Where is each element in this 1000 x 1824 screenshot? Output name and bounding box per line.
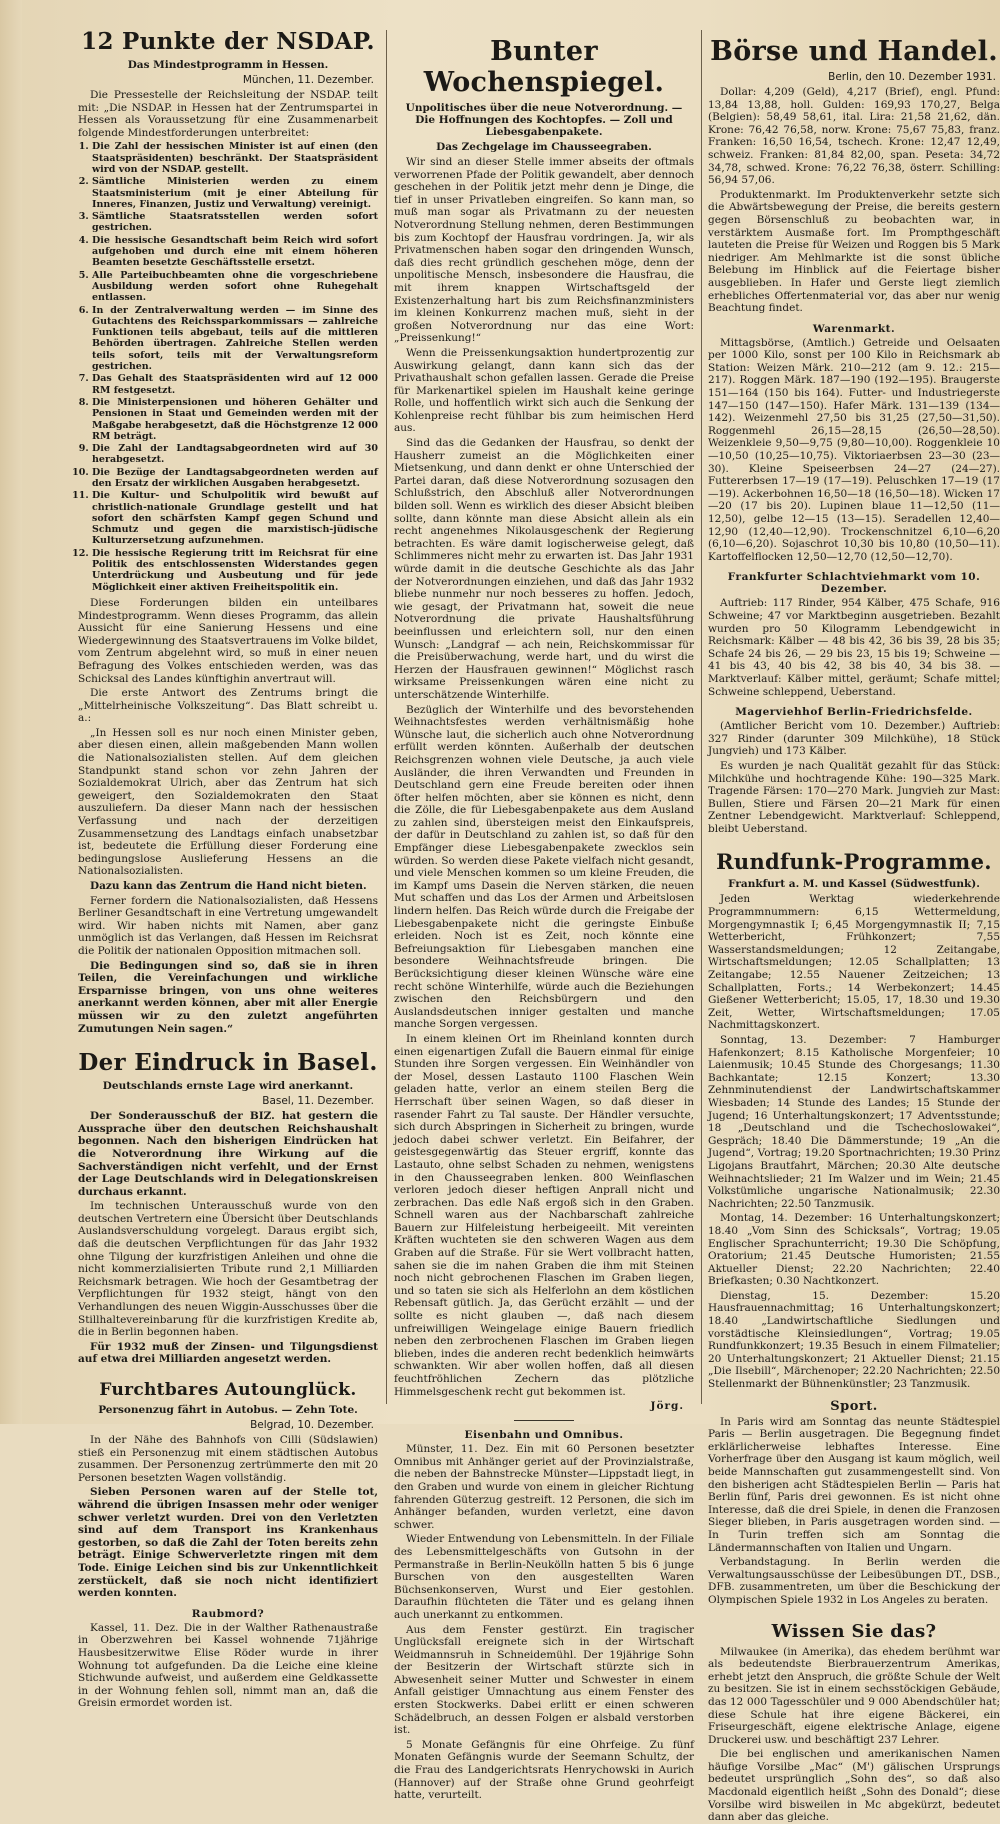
column-markets xyxy=(708,14,1000,1824)
paragraph: Die erste Antwort des Zentrums bringt die „Mittelrheinische Volkszeitung“. Das Blatt schreibt u. a.: xyxy=(78,687,378,725)
article-title: Bunter Wochenspiegel. xyxy=(423,36,665,98)
points-list xyxy=(78,141,378,593)
article-subtitle: Deutschlands ernste Lage wird anerkannt. xyxy=(102,1080,354,1093)
article-title: Börse und Handel. xyxy=(710,36,998,67)
paragraph: Mittagsbörse, (Amtlich.) Getreide und Oelsaaten per 1000 Kilo, sonst per 100 Kilo in Reichsmark ab Station: Weizen Märk. 210—212 (am 9. 12.: 215—217). Roggen Märk. 187—190 (192—195). Braugerste 151—164 (150 bis 164). Futter- und Industriegerste 147—150 (147—150). Hafer Märk. 131—139 (134—142). Weizenmehl 27,50 bis 31,25 (27,50—31,50). Roggenmehl 26,15—28,15 (26,50—28,50). Weizenkleie 9,50—9,75 (9,80—10,00). Roggenkleie 10—10,50 (10,25—10,75). Viktoriaerbsen 23—30 (23—30). Kleine Speiseerbsen 24—27 (24—27). Futtererbsen 17—19 (17—19). Peluschken 17—19 (17—19). Ackerbohnen 16,50—18 (16,50—18). Wicken 17—20 (17 bis 20). Lupinen blaue 11—12,50 (11—12,50), gelbe 12—15 (13—15). Seradellen 12,40—12,90 (12,40—12,90). Trockenschnitzel 6,10—6,20 (6,10—6,20). Sojaschrot 10,30 bis 10,80 (10,50—11). Kartoffelflocken 12,50—12,70 (12,50—12,70). xyxy=(708,336,1000,563)
dateline: München, 11. Dezember. xyxy=(242,74,374,86)
column-rule xyxy=(386,30,387,1404)
list-item: 3. Sämtliche Staatsratsstellen werden sofort gestrichen. xyxy=(92,211,378,234)
paragraph: Ferner fordern die Nationalsozialisten, daß Hessens Berliner Gesandtschaft in eine Vertretung umgewandelt wird. Wir haben nichts mit Namen, aber ganz unmöglich ist das Verlangen, daß Hessen im Reichsrat die Politik der nationalen Opposition mitmachen soll. xyxy=(78,894,378,957)
paragraph: (Amtlicher Bericht vom 10. Dezember.) Auftrieb: 327 Rinder (darunter 309 Milchkühe), 18 Stück Jungvieh) und 173 Kälber. xyxy=(708,720,1000,758)
paragraph: Produktenmarkt. Im Produktenverkehr setzte sich die Abwärtsbewegung der Preise, die bereits gestern gegen Börsenschluß zu beobachten war, in verstärktem Ausmaße fort. Im Prompthgeschäft lauteten die Preise für Weizen und Roggen bis 5 Mark niedriger. Am Mehlmarkte ist die sonst übliche Belebung im Hinblick auf die Feiertage bisher ausgeblieben. In Hafer und Gerste liegt ziemlich erhebliches Offertenmaterial vor, das aber nur wenig Beachtung findet. xyxy=(708,188,1000,315)
article-title: Furchtbares Autounglück. xyxy=(99,1380,357,1401)
paragraph: Sonntag, 13. Dezember: 7 Hamburger Hafenkonzert; 8.15 Katholische Morgenfeier; 10 Laienmusik; 10.45 Stunde des Chorgesangs; 11.30 Bachkantate; 12.15 Konzert; 13.30 Zehnminutendienst der Landwirtschaftskammer Wiesbaden; 14 Stunde des Landes; 15 Stunde der Jugend; 16 Unterhaltungskonzert; 17 Adventsstunde; 18 „Deutschland und die Tschechoslowakei“, Gespräch; 18.40 Die Dämmerstunde; 19 „An die Jugend“, Vortrag; 19.20 Sportnachrichten; 19.30 Prinz Ligojans Brautfahrt, Märchen; 20.30 Alte deutsche Weihnachtslieder; 21 Im Walzer und im Wein; 21.45 Volkstümliche ungarische Nationalmusik; 22.30 Nachrichten; 22.50 Tanzmusik. xyxy=(708,1034,1000,1210)
paragraph: Dollar: 4,209 (Geld), 4,217 (Brief), engl. Pfund: 13,84 13,88, holl. Gulden: 169,93 170,27, Belga (Belgien): 58,49 58,61, ital. Lira: 21,58 21,62, dän. Krone: 76,42 76,58, norw. Krone: 75,67 75,83, franz. Franken: 16,50 16,54, tschech. Krone: 12,47 12,49, schweiz. Franken: 81,84 82,00, span. Peseta: 34,72 34,78, schwed. Krone: 76,22 76,38, österr. Schilling: 56,94 57,06. xyxy=(708,86,1000,187)
paragraph: „In Hessen soll es nur noch einen Minister geben, aber diesen einen, allein maßgebenden Mann wollen die Nationalsozialisten stellen. Auf dem gleichen Standpunkt stand schon vor zehn Jahren der Sozialdemokrat Ulrich, aber das Zentrum hat sich geweigert, den Sozialdemokraten den Staat auszuliefern. Da dieser Mann nach der hessischen Verfassung und nach der derzeitigen Zusammensetzung des Landtags einfach unabsetzbar ist, bedeutete die Erfüllung dieser Forderung eine bedingungslose Auslieferung Hessens an die Nationalsozialisten. xyxy=(78,726,378,878)
article-title: Wissen Sie das? xyxy=(771,1620,937,1642)
paragraph: Verbandstagung. In Berlin werden die Verwaltungsausschüsse der Leibesübungen DT., DSB., DFB. zusammentreten, um über die Beschickung der Olympischen Spiele 1932 in Los Angeles zu beraten. xyxy=(708,1556,1000,1606)
article-subtitle: Das Mindestprogramm in Hessen. xyxy=(127,59,329,71)
paragraph: In Paris wird am Sonntag das neunte Städtespiel Paris — Berlin ausgetragen. Die Begegnung findet erklärlicherweise lebhaftes Interesse. Eine Vorherfrage über den Ausgang ist kaum möglich, weil beide Mannschaften gut zusammengestellt sind. Von den bisherigen acht Städtespielen Berlin — Paris hat Berlin fünf, Paris drei gewonnen. Es ist nicht ohne Interesse, daß die drei Spiele, in denen die Franzosen Sieger blieben, in Paris ausgetragen worden sind. — In Turin treffen sich am Sonntag die Ländermannschaften von Italien und Ungarn. xyxy=(708,1415,1000,1554)
page-fold-shadow xyxy=(0,0,22,1424)
paragraph: Dienstag, 15. Dezember: 15.20 Hausfrauennachmittag; 16 Unterhaltungskonzert; 18.40 „Landwirtschaftliche Siedlungen und vorstädtische Kleinsiedlungen“, Vortrag; 19.05 Rundfunkkonzert; 19.35 Besuch in einem Filmatelier; 20 Unterhaltungskonzert; 21 Aktueller Dienst; 21.15 „Die Ilsebill“, Märchenoper; 22.20 Nachrichten; 22.50 Stellenmarkt der Bühnenkünstler; 23 Tanzmusik. xyxy=(708,1289,1000,1391)
divider xyxy=(514,1420,574,1421)
paragraph: Montag, 14. Dezember: 16 Unterhaltungskonzert; 18.40 „Vom Sinn des Schicksals“, Vortrag; 19.05 Englischer Sprachunterricht; 19.30 Die Schöpfung, Oratorium; 21.45 Deutsche Humoristen; 21.55 Aktueller Dienst; 22.20 Nachrichten; 22.40 Briefkasten; 0.30 Nachtkonzert. xyxy=(708,1212,1000,1288)
article-subtitle: Das Zechgelage im Chausseegraben. xyxy=(436,141,652,153)
paragraph: Wieder Entwendung von Lebensmitteln. In der Filiale des Lebensmittelgeschäfts von Gutsohn in der Permanstraße in Berlin-Neukölln hatten 5 bis 6 junge Burschen von den ausgestellten Waren Büchsenkonserven, Wurst und Eier gestohlen. Daraufhin flüchteten die Täter und es gelang ihnen auch unerkannt zu entkommen. xyxy=(394,1533,694,1621)
paragraph: Es wurden je nach Qualität gezahlt für das Stück: Milchkühe und hochtragende Kühe: 190—325 Mark. Tragende Färsen: 170—270 Mark. Jungvieh zur Mast: Bullen, Stiere und Färsen 20—21 Mark für einen Zentner Lebendgewicht. Marktverlauf: Schleppend, bleibt Ueberstand. xyxy=(708,759,1000,835)
paragraph: Im technischen Unterausschuß wurde von den deutschen Vertretern eine Übersicht über Deutschlands Auslandsverschuldung vorgelegt. Daraus ergibt sich, daß die deutschen Verpflichtungen für das Jahr 1932 ohne Tilgung der kurzfristigen Anleihen und ohne die nicht kommerzialisierten Tribute rund 2,1 Milliarden Reichsmark betragen. Wie hoch der Gesamtbetrag der Verpflichtungen für 1932 steigt, hängt von den Verhandlungen des neuen Wiggin-Ausschusses über die Stillhaltevereinbarung für die kurzfristigen Kredite ab, die in Berlin begonnen haben. xyxy=(78,1200,378,1339)
paragraph: Sind das die Gedanken der Hausfrau, so denkt der Hausherr zumeist an die Möglichkeiten einer Mietsenkung, und dann denkt er ohne Unterschied der Partei daran, daß diese Notverordnung sozusagen den Schlußstrich, den Abschluß aller Notverordnungen bilden soll. Wenn es wirklich des dieser Absicht bleiben sollte, dann könnte man diese Absicht allein als ein recht angenehmes Nikolausgeschenk der Regierung betrachten. Es wäre damit logischerweise gelegt, daß Schlimmeres nicht mehr zu erwarten ist. Das Jahr 1931 würde damit in die deutsche Geschichte als das Jahr der Notverordnungen einziehen, und daß das Jahr 1932 bliebe nunmehr nur noch besseres zu hoffen. Jedoch, wie gesagt, der Privatmann hat, soweit die neue Notverordnung die private Haushaltsführung beeinflussen und erleichtern soll, nur den einen Wunsch: „Landgraf — ach nein, Reichskommissar für die Preisüberwachung, werde hart, und du wirst die Herzen der Hausfrauen gewinnen!“ Möglichst rasch wirksame Preissenkungen wären eine nicht zu unterschätzende Winterhilfe. xyxy=(394,437,694,701)
paragraph: In der Nähe des Bahnhofs von Cilli (Südslawien) stieß ein Personenzug mit einem städtischen Autobus zusammen. Der Personenzug zertrümmerte den mit 20 Personen besetzten Wagen vollständig. xyxy=(78,1434,378,1484)
list-item: 11. Die Kultur- und Schulpolitik wird bewußt auf christlich-nationale Grundlage gestellt und hat sofort den schärfsten Kampf gegen Schund und Schmutz und gegen die marxistisch-jüdische Kulturzersetzung aufzunehmen. xyxy=(92,490,378,546)
list-item: 6. In der Zentralverwaltung werden — im Sinne des Gutachtens des Reichssparkommissars — zahlreiche Funktionen teils abgebaut, teils auf die mittleren Behörden übertragen. Zahlreiche Stellen werden teils sofort, teils mit der Verwaltungsreform gestrichen. xyxy=(92,305,378,373)
article-title: Eisenbahn und Omnibus. xyxy=(464,1429,624,1442)
paragraph: Wenn die Preissenkungsaktion hundertprozentig zur Auswirkung gelangt, dann kann sich das der Privathaushalt schon gefallen lassen. Gerade die Preise für Markenartikel spielen im Haushalt keine geringe Rolle, und hoffentlich wirkt sich auch die Senkung der Kohlenpreise recht fühlbar bis zum heimischen Herd aus. xyxy=(394,346,694,435)
section-heading: Magerviehhof Berlin-Friedrichsfelde. xyxy=(735,706,973,719)
paragraph: Die Pressestelle der Reichsleitung der NSDAP. teilt mit: „Die NSDAP. in Hessen hat der Zentrumspartei in Hessen als Voraussetzung für eine Zusammenarbeit folgende Mindestforderungen unterbreitet: xyxy=(78,89,378,139)
article-title: Rundfunk-Programme. xyxy=(716,849,992,875)
paragraph: Diese Forderungen bilden ein unteilbares Mindestprogramm. Wenn dieses Programm, das allein Aussicht für eine Sanierung Hessens und eine Wiedergewinnung des Staatsvertrauens im Volke bildet, vom Zentrum abgelehnt wird, so muß in einer neuen Befragung des Volkes entschieden werden, was das Schicksal des Landes künftighin anvertraut will. xyxy=(78,596,378,685)
list-item: 9. Die Zahl der Landtagsabgeordneten wird auf 30 herabgesetzt. xyxy=(92,443,378,466)
paragraph: Jeden Werktag wiederkehrende Programmnummern: 6,15 Wettermeldung, Morgengymnastik I; 6,45 Morgengymnastik II; 7,15 Wetterbericht, Frühkonzert; 7,55 Wasserstandsmeldungen; 12 Zeitangabe, Wirtschaftsmeldungen; 12.05 Schallplatten; 13 Zeitangabe; 12.55 Nauener Zeitzeichen; 13 Schallplatten, Forts.; 14 Werbekonzert; 14.45 Gießener Wetterbericht; 15.05, 17, 18.30 und 19.30 Zeit, Wetter, Wirtschaftsmeldungen; 17.05 Nachmittagskonzert. xyxy=(708,893,1000,1032)
paragraph: Die bei englischen und amerikanischen Namen häufige Vorsilbe „Mac“ (M') gälischen Ursprungs bedeutet ursprünglich „Sohn des“, so daß also Macdonald eigentlich heißt „Sohn des Donald“; diese Vorsilbe wird bisweilen in Mc abgekürzt, bedeutet dann aber das gleiche. xyxy=(708,1748,1000,1824)
article-subtitle: Frankfurt a. M. und Kassel (Südwestfunk). xyxy=(728,878,980,891)
list-item: 12. Die hessische Regierung tritt im Reichsrat für eine Politik des entschlossensten Widerstandes gegen Unterdrückung und Ausbeutung und für jede Möglichkeit einer aktiven Freiheitspolitik ein. xyxy=(92,548,378,593)
list-item: 1. Die Zahl der hessischen Minister ist auf einen (den Staatspräsidenten) beschränkt. Der Staatspräsident wird von der NSDAP. gestellt. xyxy=(92,141,378,175)
author-signature: Jörg. xyxy=(650,1400,684,1413)
paragraph: 5 Monate Gefängnis für eine Ohrfeige. Zu fünf Monaten Gefängnis wurde der Seemann Schultz, der die Frau des Landgerichtsrats Henrychowski in Aurich (Hannover) auf der Straße ohne Grund geohrfeigt hatte, verurteilt. xyxy=(394,1738,694,1802)
section-heading: Warenmarkt. xyxy=(812,322,896,335)
dateline: Berlin, den 10. Dezember 1931. xyxy=(828,71,996,83)
list-item: 10. Die Bezüge der Landtagsabgeordneten werden auf den Ersatz der wirklichen Ausgaben herabgesetzt. xyxy=(92,467,378,490)
column-politics xyxy=(78,14,378,1710)
paragraph: Milwaukee (in Amerika), das ehedem berühmt war als bedeutendste Bierbrauerzentrum Amerikas, erhebt jetzt den Anspruch, die größte Schule der Welt zu besitzen. Sie ist in einem sechsstöckigen Gebäude, das 12 000 Tagesschüler und 9 000 Abendschüler hat; diese Schule hat ihre eigene Bäckerei, ein Friseurgeschäft, eigene elektrische Anlage, eigene Druckerei usw. und beschäftigt 237 Lehrer. xyxy=(708,1645,1000,1746)
paragraph: Auftrieb: 117 Rinder, 954 Kälber, 475 Schafe, 916 Schweine; 47 vor Marktbeginn ausgetrieben. Bezahlt wurden pro 50 Kilogramm Lebendgewicht in Reichsmark: Kälber — 48 bis 42, 36 bis 39, 28 bis 35; Schafe 24 bis 26, — 29 bis 23, 15 bis 19; Schweine — 41 bis 43, 40 bis 42, 38 bis 40, 34 bis 38. — Marktverlauf: Kälber mittel, geräumt; Schafe mittel; Schweine schleppend, Ueberstand. xyxy=(708,597,1000,698)
paragraph: Dazu kann das Zentrum die Hand nicht bieten. xyxy=(90,880,367,893)
section-heading: Sport. xyxy=(830,1398,878,1414)
article-title: Der Eindruck in Basel. xyxy=(78,1049,378,1077)
paragraph: Der Sonderausschuß der BIZ. hat gestern die Aussprache über den deutschen Reichshaushalt begonnen. Nach den bisherigen Eindrücken hat die Notverordnung ihre Wirkung auf die Sachverständigen nicht verfehlt, und der Ernst der Lage Deutschlands wird in Delegationskreisen durchaus erkannt. xyxy=(78,1110,378,1198)
article-title: 12 Punkte der NSDAP. xyxy=(81,28,375,55)
dateline: Basel, 11. Dezember. xyxy=(262,1095,374,1108)
column-weekly-mirror xyxy=(394,14,694,1802)
paragraph: Wir sind an dieser Stelle immer abseits der oftmals verworrenen Pfade der Politik gewandelt, aber dennoch geschehen in der Politik jetzt mehr denn je Dinge, die tief in unser Privatleben eingreifen. So kann man, so muß man sogar als Privatmann zu der neuesten Notverordnung Stellung nehmen, deren Bestimmungen bis zum Kochtopf der Hausfrau vordringen. Ja, wir als Privatmenschen haben sogar den dringenden Wunsch, daß dies recht gründlich geschehen möge, denn der unpolitische Mensch, insbesondere die Hausfrau, die mit ihrem knappen Wirtschaftsgeld der Existenzerhaltung hart bis zum Reichsfinanzministers im kleinen Konkurrenz machen muß, sieht in der großen Notverordnung nur das eine Wort: „Preissenkung!“ xyxy=(394,156,694,345)
list-item: 2. Sämtliche Ministerien werden zu einem Staatsministerium (mit je einer Abteilung für Inneres, Finanzen, Justiz und Verwaltung) vereinigt. xyxy=(92,176,378,210)
list-item: 7. Das Gehalt des Staatspräsidenten wird auf 12 000 RM festgesetzt. xyxy=(92,373,378,396)
article-title: Raubmord? xyxy=(191,1607,265,1620)
dateline: Belgrad, 10. Dezember. xyxy=(250,1419,374,1432)
column-rule xyxy=(701,30,702,1404)
paragraph: Die Bedingungen sind so, daß sie in ihren Teilen, die Vereinfachungen und wirkliche Ersparnisse bringen, von uns ohne weiteres anerkannt werden können, aber mit aller Energie müssen wir zu den zuletzt angeführten Zumutungen Nein sagen.“ xyxy=(78,959,378,1035)
article-subtitle: Personenzug fährt in Autobus. — Zehn Tote. xyxy=(98,1404,358,1417)
paragraph: In einem kleinen Ort im Rheinland konnten durch einen eigenartigen Zufall die Bauern einmal für einige Stunden ihre Sorgen vergessen. Ein Weinhändler von der Mosel, dessen Lastauto 1100 Flaschen Wein geladen hatte, verlor an einem steilen Berg die Herrschaft über seinen Wagen, so daß dieser in rasender Fahrt zu Tal sauste. Der Händler versuchte, sich durch Abspringen in Sicherheit zu bringen, wurde jedoch dabei schwer verletzt. Ein Beifahrer, der geistesgegenwärtig das Steuer ergriff, konnte das Lastauto, ohne selbst Schaden zu nehmen, wenigstens in den Chausseegraben lenken. 800 Weinflaschen verloren jedoch dieser heftigen Anprall nicht und zerbrachen. Das edle Naß ergoß sich in den Graben. Schnell waren aus der Nachbarschaft zahlreiche Bauern zur Hilfeleistung herbeigeeilt. Mit vereinten Kräften wuchteten sie den schweren Wagen aus dem Graben auf die Straße. Für sie Wert vollbracht hatten, sahen sie die im nahen Graben die ihm mit Steinen noch nicht gebrochenen Flaschen im Graben liegen, und so taten sie sich als Helferlohn an dem köstlichen Rebensaft gütlich. Ja, das Gerücht erzählt — und der sollte es nicht glauben —, daß nach diesem unfreiwilligen Weingelage einige Bauern friedlich neben den zerbrochenen Flaschen im Graben liegen blieben, indes die anderen recht bedenklich heimwärts schwankten. Wir aber wollen hoffen, daß all diesen feuchtfröhlichen Zechern das plötzliche Himmelsgeschenk recht gut bekommen ist. xyxy=(394,1032,694,1398)
list-item: 8. Die Ministerpensionen und höheren Gehälter und Pensionen in Staat und Gemeinden werden mit der Maßgabe herabgesetzt, daß die Höchstgrenze 12 000 RM beträgt. xyxy=(92,397,378,442)
list-item: 5. Alle Parteibuchbeamten ohne die vorgeschriebene Ausbildung werden sofort ohne Ruhegehalt entlassen. xyxy=(92,270,378,304)
paragraph: Sieben Personen waren auf der Stelle tot, während die übrigen Insassen mehr oder weniger schwer verletzt wurden. Drei von den Verletzten sind auf dem Transport ins Krankenhaus gestorben, so daß die Zahl der Toten bereits zehn beträgt. Einige Schwerverletzte ringen mit dem Tode. Einige Leichen sind bis zur Unkenntlichkeit zerstückelt, daß sie noch nicht identifiziert werden konnten. xyxy=(78,1486,378,1600)
paragraph: Bezüglich der Winterhilfe und des bevorstehenden Weihnachtsfestes werden verhältnismäßig hohe Wünsche laut, die sicherlich auch ohne Notverordnung erfüllt werden könnten. Außerhalb der deutschen Reichsgrenzen wohnen viele Deutsche, ja auch viele Ausländer, die ihren Verwandten und Freunden in Deutschland gern eine Freude bereiten oder ihnen öfter helfen möchten, aber sie können es nicht, denn die Zölle, die für Liebesgabenpakete aus dem Ausland zu zahlen sind, übersteigen meist den Einkaufspreis, der dafür in Deutschland zu zahlen ist, so daß für den Empfänger diese Liebesgabenpakete zwecklos sein würden. So werden diese Pakete vielfach nicht gesandt, und viele Menschen kommen so um kleine Freuden, die im Kampf ums Dasein die Nerven stärken, die neuen Mut schaffen und das Los der Armen und Arbeitslosen lindern helfen. Das Reich würde durch die Freigabe der Liebesgabenpakete nicht die geringste Einbuße erleiden. Noch ist es Zeit, noch könnte eine Befreiungsaktion für Liebesgaben manchen eine besondere Weihnachtsfreude bringen. Die Berücksichtigung dieser kleinen Wünsche wäre eine recht schöne Winterhilfe, würde auch die Beziehungen zwischen den Reichsbürgern und den Auslandsdeutschen inniger gestalten und manche manche Sorgen vergessen. xyxy=(394,703,694,1031)
list-item: 4. Die hessische Gesandtschaft beim Reich wird sofort aufgehoben und durch eine mit einem höheren Beamten besetzte Geschäftsstelle ersetzt. xyxy=(92,235,378,269)
paragraph: Aus dem Fenster gestürzt. Ein tragischer Unglücksfall ereignete sich in der Wirtschaft Weidmannsruh in Schneidemühl. Der 19jährige Sohn der Besitzerin der Wirtschaft stürzte sich in Abwesenheit seiner Mutter und Schwester in einem Anfall geistiger Umnachtung aus einem Fenster des ersten Stockwerks. Dabei erlitt er einen schweren Schädelbruch, an dessen Folgen er alsbald verstorben ist. xyxy=(394,1623,694,1737)
paragraph: Kassel, 11. Dez. Die in der Walther Rathenaustraße in Oberzwehren bei Kassel wohnende 71jährige Hausbesitzerwitwe Elise Röder wurde in ihrer Wohnung tot aufgefunden. Da die Leiche eine kleine Stichwunde aufweist, und außerdem eine Geldkassette in der Wohnung fehlen soll, nimmt man an, daß die Greisin ermordet worden ist. xyxy=(78,1621,378,1710)
section-heading: Frankfurter Schlachtviehmarkt vom 10. Dezember. xyxy=(727,571,981,596)
article-subtitle: Unpolitisches über die neue Notverordnung. — Die Hoffnungen des Kochtopfes. — Zoll und Liebesgabenpakete. xyxy=(405,102,683,138)
paragraph: Für 1932 muß der Zinsen- und Tilgungsdienst auf etwa drei Milliarden angesetzt werden. xyxy=(78,1340,378,1366)
paragraph: Münster, 11. Dez. Ein mit 60 Personen besetzter Omnibus mit Anhänger geriet auf der Provinzialstraße, die neben der Bahnstrecke Münster—Lippstadt liegt, in den Graben und wurde von einem in gleicher Richtung fahrenden Güterzug gestreift. 12 Personen, die sich im Anhänger befanden, wurden verletzt, eine davon schwer. xyxy=(394,1443,694,1531)
